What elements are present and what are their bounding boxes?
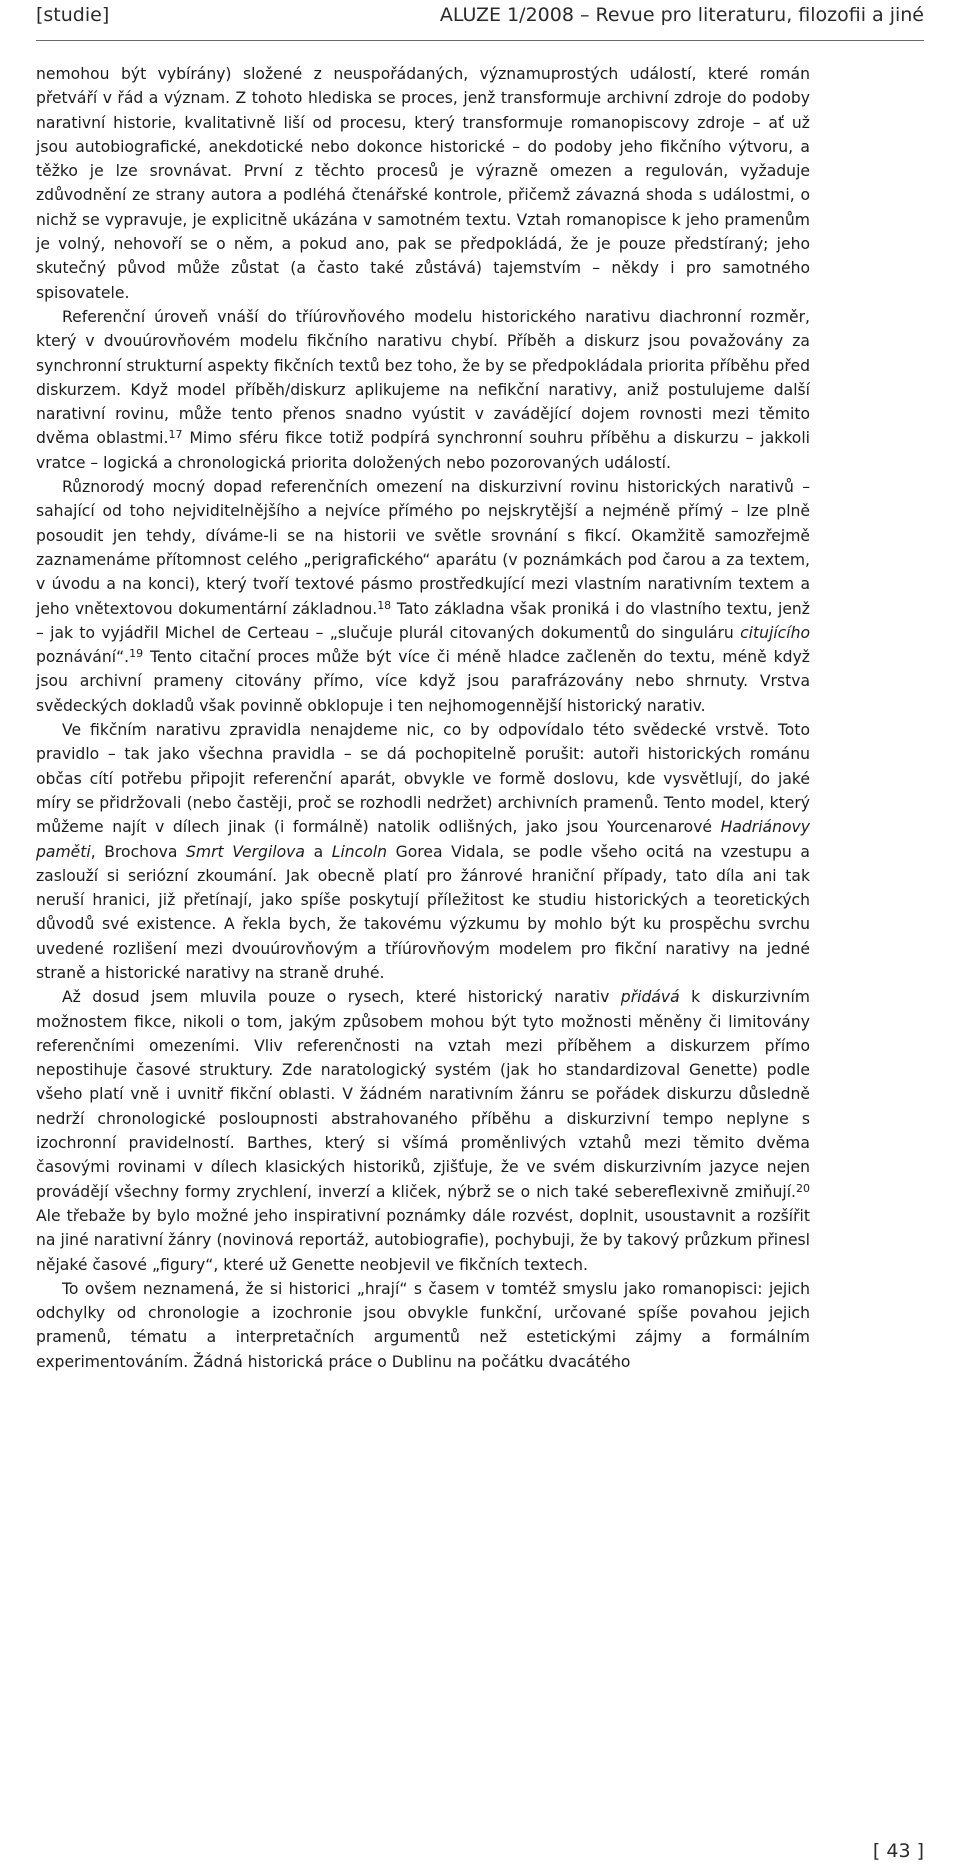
journal-title: ALUZE 1/2008 – Revue pro literaturu, filozofii a jiné <box>439 4 924 26</box>
footnote-ref-17[interactable]: 17 <box>168 428 183 442</box>
section-label: [studie] <box>36 4 110 26</box>
book-title: Smrt Vergilova <box>186 842 305 861</box>
paragraph-2: Referenční úroveň vnáší do tříúrovňového modelu historického narativu diachronní rozměr, který v dvouúrovňovém modelu fikčního narativu chybí. Příběh a diskurz jsou považovány za synchronní strukturní aspekty fikčních textů bez toho, že by se předpokládala priorita příběhu před diskurzem. Když model příběh/diskurz aplikujeme na nefikční narativy, aniž postulujeme další narativní rovinu, může tento přenos snadno vyústit v zavádějící dojem rovnosti mezi těmito dvěma oblastmi.$^{17}$ Mimo sféru fikce totiž podpírá synchronní souhru příběhu a diskurzu – jakkoli vratce – logická a chronologická priorita doložených nebo pozorovaných událostí. <box>36 307 810 472</box>
paragraph-3: Různorodý mocný dopad referenčních omezení na diskurzivní rovinu historických narativů – sahající od toho nejviditelnějšího a nejvíce přímého po nejskrytější a nejméně přímý – lze plně posoudit jen tehdy, díváme-li se na historii ve světle srovnání s fikcí. Okamžitě samozřejmě zaznamenáme přítomnost celého „perigrafického“ aparátu (v poznámkách pod čarou a za textem, v úvodu a na konci), který tvoří textové pásmo prostředkující mezi vlastním narativním textem a jeho vnětextovou dokumentární základnou.$^{18}$ Tato základna však proniká i do vlastního textu, jenž – jak to vyjádřil Michel de Certeau – „slučuje plurál citovaných dokumentů do singuláru citujícího poznávání“.$^{19}$ Tento citační proces může být více či méně hladce začleněn do textu, méně když jsou archivní prameny citovány přímo, více když jsou parafrázovány nebo shrnuty. Vrstva svědeckých dokladů však povinně obklopuje i ten nejhomogennější historický narativ. <box>36 478 810 715</box>
italic-term: citujícího <box>740 623 810 642</box>
page-number: [ 43 ] <box>872 1840 924 1862</box>
italic-term: přidává <box>620 988 680 1007</box>
footnote-ref-19[interactable]: 19 <box>129 647 144 661</box>
footnote-ref-20[interactable]: 20 <box>796 1181 810 1195</box>
article-body <box>36 62 810 1374</box>
book-title: Hadriánovy paměti <box>36 818 810 861</box>
paragraph-4: Ve fikčním narativu zpravidla nenajdeme nic, co by odpovídalo této svědecké vrstvě. Toto pravidlo – tak jako všechna pravidla – se dá pochopitelně porušit: autoři historických románu občas cítí potřebu připojit referenční aparát, obvykle ve formě doslovu, kde vysvětlují, do jaké míry se přidržovali (nebo častěji, proč se rozhodli nedržet) archivních pramenů. Tento model, který můžeme najít v dílech jinak (i formálně) natolik odlišných, jako jsou Yourcenarové Hadriánovy paměti, Brochova Smrt Vergilova a Lincoln Gorea Vidala, se podle všeho ocitá na vzestupu a zaslouží si seriózní zkoumání. Jak obecně platí pro žánrové hraniční případy, tato díla ani tak neruší hranici, již přetínají, jako spíše poskytují příležitost ke studiu historických a teoretických důvodů své existence. A řekla bych, že takovému výzkumu by mohlo být ku prospěchu svrchu uvedené rozlišení mezi dvouúrovňovým a tříúrovňovým modelem pro fikční narativy na jedné straně a historické narativy na straně druhé. <box>36 721 810 982</box>
paragraph-1: nemohou být vybírány) složené z neuspořádaných, významuprostých událostí, které román přetváří v řád a význam. Z tohoto hlediska se proces, jenž transformuje archivní zdroje do podoby narativní historie, kvalitativně liší od procesu, který transformuje romanopiscovy zdroje – ať už jsou autobiografické, anekdotické nebo dokonce historické – do podoby jeho fikčního výtvoru, a těžko je lze srovnávat. První z těchto procesů je výrazně omezen a regulován, vyžaduje zdůvodnění ze strany autora a podléhá čtenářské kontrole, přičemž závazná shoda s událostmi, o nichž se vypravuje, je explicitně ukázána v samotném textu. Vztah romanopisce k jeho pramenům je volný, nehovoří se o něm, a pokud ano, pak se předpokládá, že je pouze předstíraný; jeho skutečný původ může zůstat (a často také zůstává) tajemstvím – někdy i pro samotného spisovatele. <box>36 65 810 302</box>
footnote-ref-18[interactable]: 18 <box>377 598 392 612</box>
running-header <box>36 4 924 41</box>
paragraph-5: Až dosud jsem mluvila pouze o rysech, které historický narativ přidává k diskurzivním možnostem fikce, nikoli o tom, jakým způsobem mohou být tyto možnosti měněny či limitovány referenčními omezeními. Vliv referenčnosti na vztah mezi příběhem a diskurzem přímo nepostihuje časové struktury. Zde naratologický systém (jak ho standardizoval Genette) podle všeho platí vně i uvnitř fikční oblasti. V žádném narativním žánru se pořádek diskurzu důsledně nedrží chronologické posloupnosti abstrahovaného příběhu a diskurzivní tempo neplyne s izochronní pravidelností. Barthes, který si všímá proměnlivých vztahů mezi těmito dvěma časovými rovinami v dílech klasických historiků, zjišťuje, že ve svém diskurzivním jazyce nejen provádějí všechny formy zrychlení, inverzí a kliček, nýbrž se o nich také sebereflexivně zmiňují.$^{20}$ Ale třebaže by bylo možné jeho inspirativní poznámky dále rozvést, doplnit, usoustavnit a rozšířit na jiné narativní žánry (novinová reportáž, autobiografie), pochybuji, že by takový průzkum přinesl nějaké časové „figury“, které už Genette neobjevil ve fikčních textech. <box>36 988 810 1274</box>
paragraph-6: To ovšem neznamená, že si historici „hrají“ s časem v tomtéž smyslu jako romanopisci: jejich odchylky od chronologie a izochronie jsou obvykle funkční, určované spíše povahou jejich pramenů, tématu a interpretačních argumentů než estetickými zájmy a formálním experimentováním. Žádná historická práce o Dublinu na počátku dvacátého <box>36 1279 810 1371</box>
book-title: Lincoln <box>331 842 388 861</box>
